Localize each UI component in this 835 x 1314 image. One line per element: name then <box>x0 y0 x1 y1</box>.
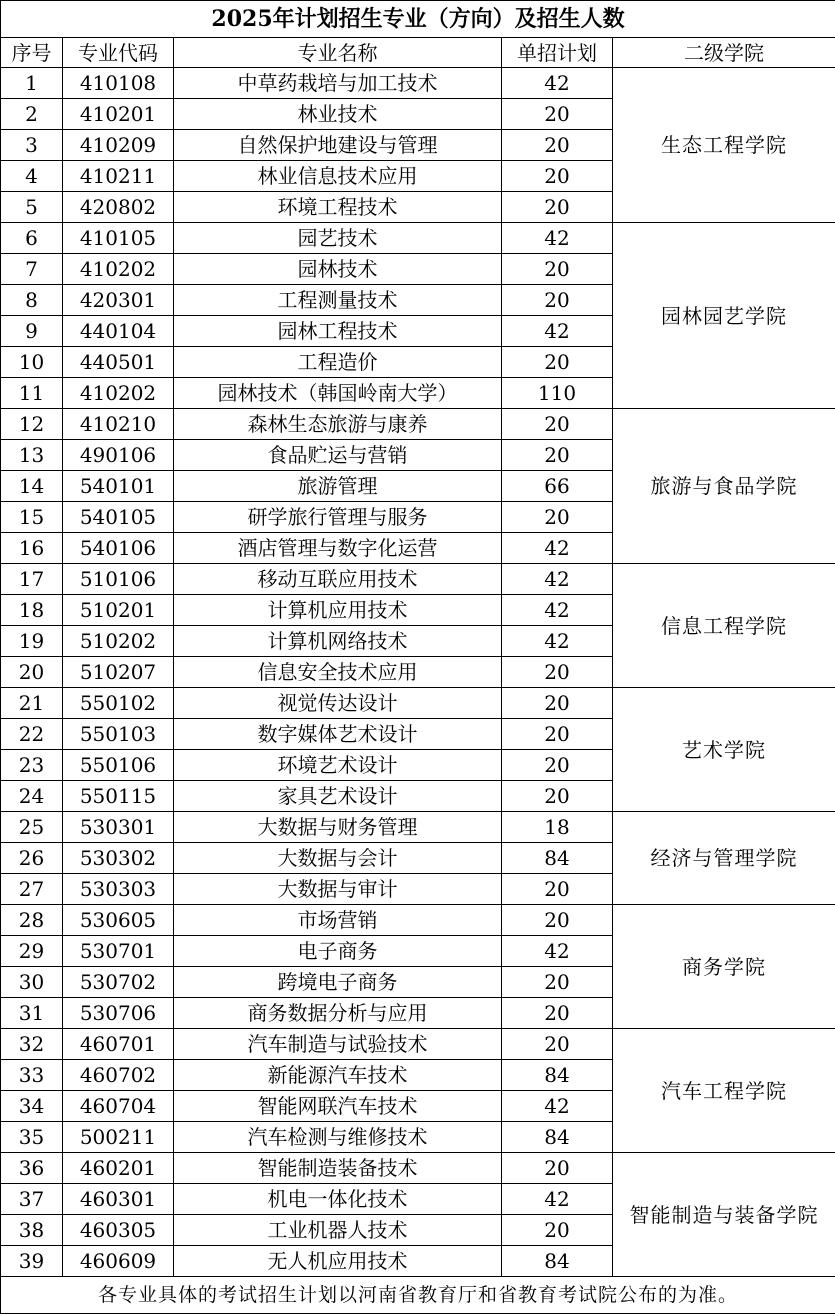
row-index: 20 <box>1 657 63 688</box>
table-row <box>1 564 835 595</box>
major-code: 410202 <box>63 378 174 409</box>
enrollment-plan: 42 <box>502 316 613 347</box>
row-index: 26 <box>1 843 63 874</box>
header-name: 专业名称 <box>174 38 502 68</box>
enrollment-plan: 42 <box>502 223 613 254</box>
major-name: 市场营销 <box>174 905 502 936</box>
table-title: 2025年计划招生专业（方向）及招生人数 <box>1 1 835 38</box>
major-code: 530303 <box>63 874 174 905</box>
major-name: 林业技术 <box>174 99 502 130</box>
row-index: 11 <box>1 378 63 409</box>
row-index: 2 <box>1 99 63 130</box>
major-code: 530302 <box>63 843 174 874</box>
major-code: 530301 <box>63 812 174 843</box>
enrollment-plan: 20 <box>502 409 613 440</box>
enrollment-plan: 20 <box>502 130 613 161</box>
enrollment-plan: 42 <box>502 936 613 967</box>
major-name: 环境工程技术 <box>174 192 502 223</box>
major-name: 新能源汽车技术 <box>174 1060 502 1091</box>
major-code: 550102 <box>63 688 174 719</box>
row-index: 22 <box>1 719 63 750</box>
row-index: 6 <box>1 223 63 254</box>
major-name: 无人机应用技术 <box>174 1246 502 1277</box>
major-code: 530702 <box>63 967 174 998</box>
major-name: 研学旅行管理与服务 <box>174 502 502 533</box>
row-index: 5 <box>1 192 63 223</box>
enrollment-plan: 20 <box>502 1029 613 1060</box>
enrollment-plan: 84 <box>502 1246 613 1277</box>
table-row <box>1 1153 835 1184</box>
major-name: 数字媒体艺术设计 <box>174 719 502 750</box>
major-name: 园林技术 <box>174 254 502 285</box>
major-name: 工程造价 <box>174 347 502 378</box>
header-plan: 单招计划 <box>502 38 613 68</box>
major-code: 440501 <box>63 347 174 378</box>
row-index: 38 <box>1 1215 63 1246</box>
major-name: 智能网联汽车技术 <box>174 1091 502 1122</box>
enrollment-plan: 20 <box>502 750 613 781</box>
major-code: 460702 <box>63 1060 174 1091</box>
row-index: 23 <box>1 750 63 781</box>
enrollment-plan: 42 <box>502 626 613 657</box>
enrollment-plan: 20 <box>502 719 613 750</box>
enrollment-plan: 20 <box>502 254 613 285</box>
enrollment-plan: 20 <box>502 440 613 471</box>
row-index: 28 <box>1 905 63 936</box>
table-row <box>1 223 835 254</box>
major-code: 510202 <box>63 626 174 657</box>
major-code: 460701 <box>63 1029 174 1060</box>
enrollment-plan: 42 <box>502 1184 613 1215</box>
enrollment-plan: 66 <box>502 471 613 502</box>
enrollment-plan: 20 <box>502 1153 613 1184</box>
major-code: 410201 <box>63 99 174 130</box>
major-name: 电子商务 <box>174 936 502 967</box>
enrollment-plan: 42 <box>502 533 613 564</box>
college-name: 智能制造与装备学院 <box>613 1153 835 1277</box>
college-name: 商务学院 <box>613 905 835 1029</box>
header-index: 序号 <box>1 38 63 68</box>
major-name: 移动互联应用技术 <box>174 564 502 595</box>
row-index: 36 <box>1 1153 63 1184</box>
row-index: 29 <box>1 936 63 967</box>
major-name: 工业机器人技术 <box>174 1215 502 1246</box>
note-row <box>1 1277 835 1314</box>
enrollment-plan: 20 <box>502 192 613 223</box>
major-name: 旅游管理 <box>174 471 502 502</box>
row-index: 33 <box>1 1060 63 1091</box>
row-index: 7 <box>1 254 63 285</box>
header-college: 二级学院 <box>613 38 835 68</box>
row-index: 10 <box>1 347 63 378</box>
enrollment-plan: 20 <box>502 502 613 533</box>
major-code: 420802 <box>63 192 174 223</box>
row-index: 1 <box>1 68 63 99</box>
table-row <box>1 905 835 936</box>
major-name: 大数据与会计 <box>174 843 502 874</box>
major-name: 智能制造装备技术 <box>174 1153 502 1184</box>
enrollment-plan: 42 <box>502 68 613 99</box>
row-index: 15 <box>1 502 63 533</box>
enrollment-plan: 84 <box>502 1122 613 1153</box>
major-code: 410105 <box>63 223 174 254</box>
table-row <box>1 812 835 843</box>
row-index: 14 <box>1 471 63 502</box>
enrollment-plan: 42 <box>502 564 613 595</box>
row-index: 3 <box>1 130 63 161</box>
row-index: 21 <box>1 688 63 719</box>
row-index: 37 <box>1 1184 63 1215</box>
enrollment-plan: 20 <box>502 99 613 130</box>
major-code: 410202 <box>63 254 174 285</box>
major-code: 540101 <box>63 471 174 502</box>
header-code: 专业代码 <box>63 38 174 68</box>
major-code: 550115 <box>63 781 174 812</box>
major-name: 环境艺术设计 <box>174 750 502 781</box>
enrollment-plan: 110 <box>502 378 613 409</box>
major-code: 510207 <box>63 657 174 688</box>
footnote: 各专业具体的考试招生计划以河南省教育厅和省教育考试院公布的为准。 <box>1 1277 835 1314</box>
major-code: 460201 <box>63 1153 174 1184</box>
row-index: 9 <box>1 316 63 347</box>
major-code: 460305 <box>63 1215 174 1246</box>
major-name: 商务数据分析与应用 <box>174 998 502 1029</box>
major-name: 计算机网络技术 <box>174 626 502 657</box>
enrollment-plan: 20 <box>502 688 613 719</box>
row-index: 13 <box>1 440 63 471</box>
table-row <box>1 409 835 440</box>
major-name: 酒店管理与数字化运营 <box>174 533 502 564</box>
major-name: 机电一体化技术 <box>174 1184 502 1215</box>
title-row <box>1 1 835 38</box>
major-code: 410211 <box>63 161 174 192</box>
major-name: 园林工程技术 <box>174 316 502 347</box>
major-code: 500211 <box>63 1122 174 1153</box>
major-code: 530701 <box>63 936 174 967</box>
major-name: 大数据与财务管理 <box>174 812 502 843</box>
table-row <box>1 68 835 99</box>
major-code: 460609 <box>63 1246 174 1277</box>
enrollment-plan: 20 <box>502 905 613 936</box>
major-name: 汽车检测与维修技术 <box>174 1122 502 1153</box>
enrollment-plan: 20 <box>502 285 613 316</box>
row-index: 19 <box>1 626 63 657</box>
enrollment-plan: 20 <box>502 874 613 905</box>
row-index: 35 <box>1 1122 63 1153</box>
major-code: 540105 <box>63 502 174 533</box>
major-name: 家具艺术设计 <box>174 781 502 812</box>
enrollment-plan: 42 <box>502 595 613 626</box>
major-code: 510201 <box>63 595 174 626</box>
row-index: 8 <box>1 285 63 316</box>
major-name: 园林技术（韩国岭南大学） <box>174 378 502 409</box>
college-name: 经济与管理学院 <box>613 812 835 905</box>
major-code: 540106 <box>63 533 174 564</box>
college-name: 旅游与食品学院 <box>613 409 835 564</box>
major-code: 410210 <box>63 409 174 440</box>
enrollment-plan: 20 <box>502 781 613 812</box>
college-name: 园林园艺学院 <box>613 223 835 409</box>
row-index: 4 <box>1 161 63 192</box>
row-index: 32 <box>1 1029 63 1060</box>
row-index: 24 <box>1 781 63 812</box>
major-name: 中草药栽培与加工技术 <box>174 68 502 99</box>
major-code: 550106 <box>63 750 174 781</box>
major-name: 跨境电子商务 <box>174 967 502 998</box>
enrollment-plan: 20 <box>502 1215 613 1246</box>
major-code: 550103 <box>63 719 174 750</box>
major-code: 410209 <box>63 130 174 161</box>
table-row <box>1 1029 835 1060</box>
row-index: 12 <box>1 409 63 440</box>
college-name: 生态工程学院 <box>613 68 835 223</box>
major-name: 林业信息技术应用 <box>174 161 502 192</box>
major-code: 420301 <box>63 285 174 316</box>
row-index: 16 <box>1 533 63 564</box>
enrollment-plan: 20 <box>502 657 613 688</box>
major-name: 园艺技术 <box>174 223 502 254</box>
major-code: 460704 <box>63 1091 174 1122</box>
enrollment-plan: 20 <box>502 967 613 998</box>
table-row <box>1 688 835 719</box>
major-code: 530605 <box>63 905 174 936</box>
enrollment-plan: 84 <box>502 1060 613 1091</box>
row-index: 17 <box>1 564 63 595</box>
row-index: 34 <box>1 1091 63 1122</box>
enrollment-plan: 84 <box>502 843 613 874</box>
college-name: 艺术学院 <box>613 688 835 812</box>
enrollment-plan: 20 <box>502 347 613 378</box>
row-index: 25 <box>1 812 63 843</box>
major-name: 森林生态旅游与康养 <box>174 409 502 440</box>
major-name: 计算机应用技术 <box>174 595 502 626</box>
college-name: 信息工程学院 <box>613 564 835 688</box>
row-index: 27 <box>1 874 63 905</box>
row-index: 39 <box>1 1246 63 1277</box>
major-name: 汽车制造与试验技术 <box>174 1029 502 1060</box>
major-name: 工程测量技术 <box>174 285 502 316</box>
enrollment-plan: 18 <box>502 812 613 843</box>
enrollment-plan: 20 <box>502 998 613 1029</box>
row-index: 18 <box>1 595 63 626</box>
major-name: 自然保护地建设与管理 <box>174 130 502 161</box>
row-index: 31 <box>1 998 63 1029</box>
header-row <box>1 38 835 68</box>
major-code: 510106 <box>63 564 174 595</box>
major-code: 460301 <box>63 1184 174 1215</box>
major-code: 440104 <box>63 316 174 347</box>
major-name: 信息安全技术应用 <box>174 657 502 688</box>
major-name: 食品贮运与营销 <box>174 440 502 471</box>
enrollment-plan: 20 <box>502 161 613 192</box>
major-name: 视觉传达设计 <box>174 688 502 719</box>
enrollment-plan: 42 <box>502 1091 613 1122</box>
college-name: 汽车工程学院 <box>613 1029 835 1153</box>
major-code: 490106 <box>63 440 174 471</box>
major-name: 大数据与审计 <box>174 874 502 905</box>
row-index: 30 <box>1 967 63 998</box>
major-code: 530706 <box>63 998 174 1029</box>
major-code: 410108 <box>63 68 174 99</box>
